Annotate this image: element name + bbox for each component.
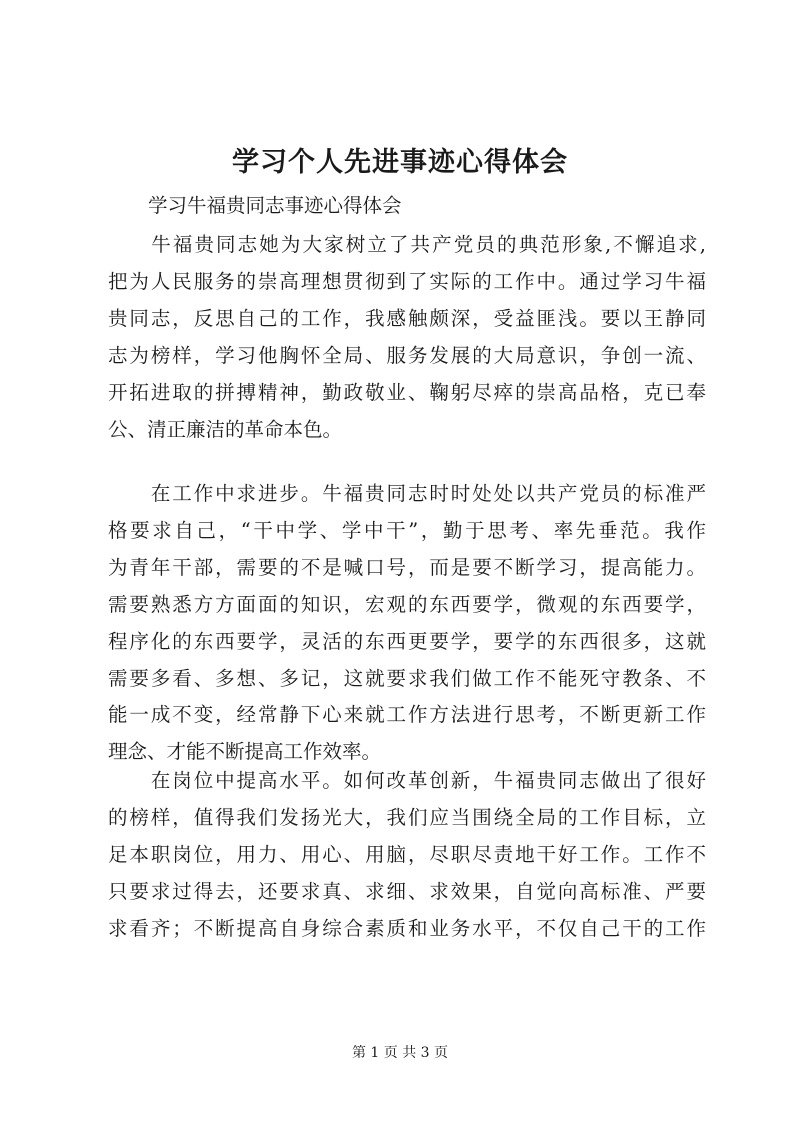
paragraph-line: 足本职岗位，用力、用心、用脑，尽职尽责地干好工作。工作不 <box>108 842 706 866</box>
paragraph-line: 把为人民服务的崇高理想贯彻到了实际的工作中。通过学习牛福 <box>108 269 706 293</box>
paragraph-line: 的榜样，值得我们发扬光大，我们应当围绕全局的工作目标，立 <box>108 805 706 829</box>
paragraph-line: 志为榜样，学习他胸怀全局、服务发展的大局意识，争创一流、 <box>108 343 706 367</box>
paragraph-1 <box>108 227 706 448</box>
document-subtitle: 学习牛福贵同志事迹心得体会 <box>148 194 402 217</box>
paragraph-line: 需要熟悉方方面面的知识，宏观的东西要学，微观的东西要学， <box>108 592 706 616</box>
paragraph-3 <box>108 763 706 948</box>
paragraph-line: 格要求自己，“干中学、学中干”，勤于思考、率先垂范。我作 <box>108 518 706 542</box>
paragraph-line: 在工作中求进步。牛福贵同志时时处处以共产党员的标准严 <box>108 482 706 505</box>
paragraph-line: 贵同志，反思自己的工作，我感触颇深，受益匪浅。要以王静同 <box>108 306 706 330</box>
paragraph-line: 能一成不变，经常静下心来就工作方法进行思考，不断更新工作 <box>108 703 706 727</box>
paragraph-line: 只要求过得去，还要求真、求细、求效果，自觉向高标准、严要 <box>108 879 706 903</box>
paragraph-2 <box>108 476 706 771</box>
paragraph-line: 牛福贵同志她为大家树立了共产党员的典范形象,不懈追求, <box>108 233 706 256</box>
paragraph-line: 在岗位中提高水平。如何改革创新，牛福贵同志做出了很好 <box>108 769 706 792</box>
paragraph-line: 程序化的东西要学，灵活的东西更要学，要学的东西很多，这就 <box>108 629 706 653</box>
paragraph-line: 求看齐；不断提高自身综合素质和业务水平，不仅自己干的工作 <box>108 916 706 940</box>
paragraph-line: 开拓进取的拼搏精神，勤政敬业、鞠躬尽瘁的崇高品格，克已奉 <box>108 380 706 404</box>
paragraph-line: 公、清正廉洁的革命本色。 <box>108 417 343 441</box>
document-title: 学习个人先进事迹心得体会 <box>232 147 568 178</box>
paragraph-line: 理念、才能不断提高工作效率。 <box>108 740 382 764</box>
paragraph-line: 需要多看、多想、多记，这就要求我们做工作不能死守教条、不 <box>108 666 706 690</box>
page-indicator: 第 1 页 共 3 页 <box>351 1045 449 1061</box>
paragraph-line: 为青年干部，需要的不是喊口号，而是要不断学习，提高能力。 <box>108 555 706 579</box>
